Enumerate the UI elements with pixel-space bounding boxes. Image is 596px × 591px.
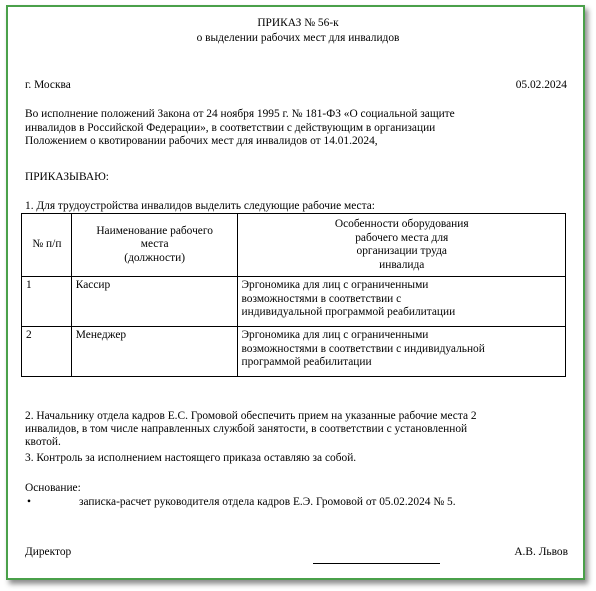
bullet-icon: • [27,496,31,508]
table-header-row [22,214,566,277]
item-2-line: 2. Начальнику отдела кадров Е.С. Громовой обеспечить прием на указанные рабочие места 2 [25,410,477,422]
preamble-line: инвалидов в Российской Федерации», в соответствии с действующим в организации [25,121,436,134]
preamble-line: Во исполнение положений Закона от 24 ноября 1995 г. № 181-ФЗ «О социальной защите [25,108,455,120]
header-num: № п/п [22,214,72,277]
cell-position: Менеджер [71,327,237,377]
signature-line [313,563,440,564]
cell-features: Эргономика для лиц с ограниченными возможностями в соответствии с индивидуальной программой реабилитации [237,327,566,377]
cell-num: 2 [22,327,72,377]
workplaces-table [21,213,566,377]
basis-text: записка-расчет руководителя отдела кадров Е.Э. Громовой от 05.02.2024 № 5. [79,496,456,508]
basis-label: Основание: [25,482,81,494]
preamble [25,108,570,149]
city: г. Москва [25,79,71,91]
table-row [22,327,566,377]
preamble-line: Положением о квотировании рабочих мест для инвалидов от 14.01.2024, [25,135,378,147]
cell-position: Кассир [71,277,237,327]
item-2-line: инвалидов, в том числе направленных службой занятости, в соответствии с установленной [25,423,468,435]
document-date: 05.02.2024 [515,79,567,91]
header-features: Особенности оборудования рабочего места для организации труда инвалида [237,214,566,277]
item-3: 3. Контроль за исполнением настоящего приказа оставляю за собой. [25,452,357,464]
item-1: 1. Для трудоустройства инвалидов выделить следующие рабочие места: [25,200,375,212]
signer-name: А.В. Львов [514,546,568,558]
document-subtitle: о выделении рабочих мест для инвалидов [196,32,400,44]
header-position: Наименование рабочего места (должности) [71,214,237,277]
cell-features: Эргономика для лиц с ограниченными возможностями в соответствии с индивидуальной программой реабилитации [237,277,566,327]
signer-position: Директор [25,546,72,558]
document-title: ПРИКАЗ № 56-к [257,17,339,29]
table-row [22,277,566,327]
cell-num: 1 [22,277,72,327]
order-word: ПРИКАЗЫВАЮ: [25,171,109,183]
item-2-line: квотой. [25,436,61,448]
